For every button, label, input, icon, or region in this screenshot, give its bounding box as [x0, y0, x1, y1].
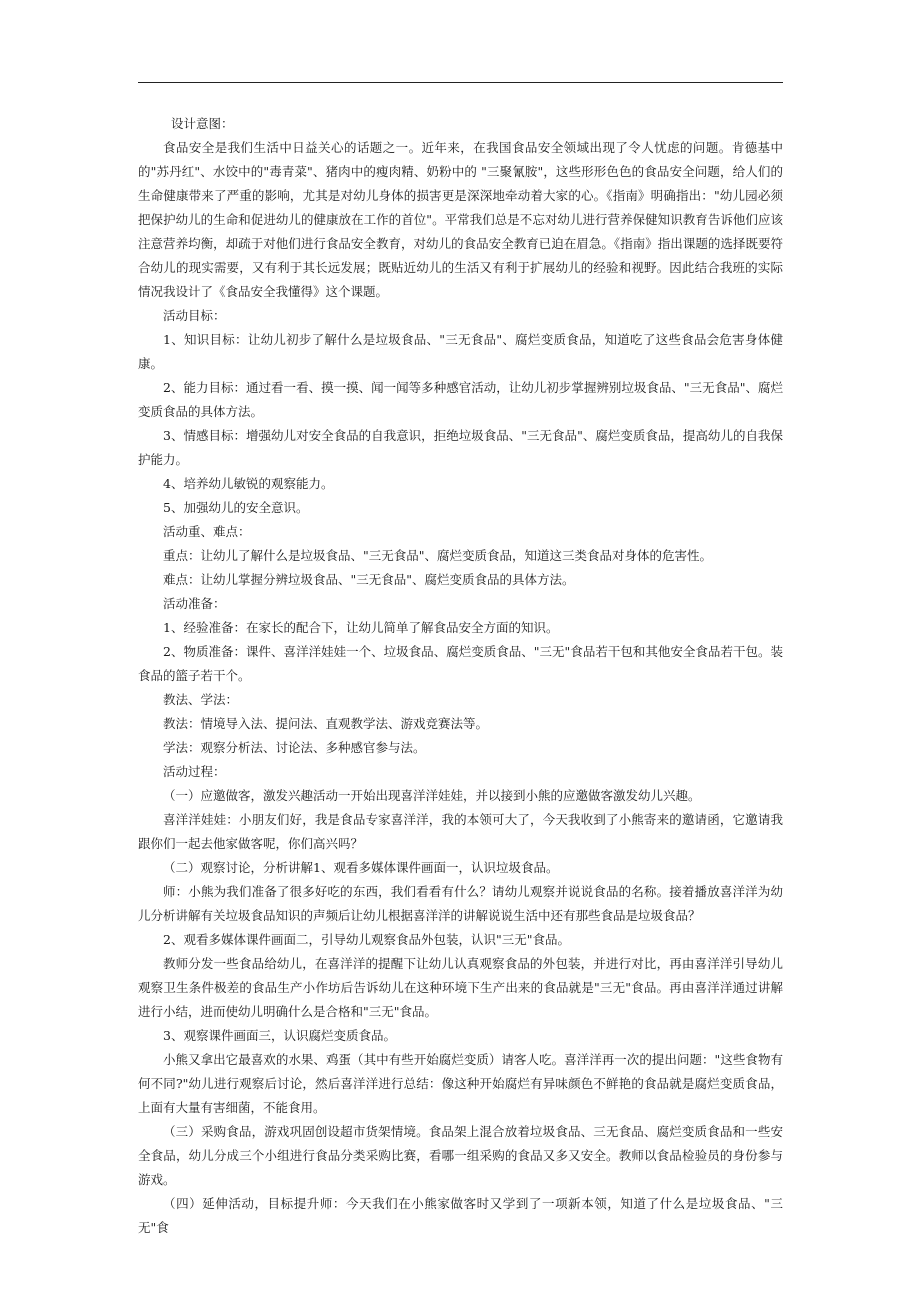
paragraph: 2、物质准备：课件、喜洋洋娃娃一个、垃圾食品、腐烂变质食品、"三无"食品若干包和其他安全食品若干包。装食品的篮子若干个。: [138, 644, 783, 683]
paragraph: 喜洋洋娃娃：小朋友们好，我是食品专家喜洋洋，我的本领可大了，今天我收到了小熊寄来的邀请函，它邀请我跟你们一起去他家做客呢，你们高兴吗？: [138, 812, 783, 851]
paragraph: （一）应邀做客，激发兴趣活动一开始出现喜洋洋娃娃，并以接到小熊的应邀做客激发幼儿兴趣。: [163, 788, 701, 803]
paragraph: （三）采购食品，游戏巩固创设超市货架情境。食品架上混合放着垃圾食品、三无食品、腐烂变质食品和一些安全食品，幼儿分成三个小组进行食品分类采购比赛，看哪一组采购的食品又多又安全。教师以食品检验员的身份参与游戏。: [138, 1124, 783, 1187]
paragraph: 教法：情境导入法、提问法、直观教学法、游戏竞赛法等。: [163, 716, 489, 731]
paragraph: 1、经验准备：在家长的配合下，让幼儿简单了解食品安全方面的知识。: [163, 620, 559, 635]
paragraph: 学法：观察分析法、讨论法、多种感官参与法。: [163, 740, 426, 755]
paragraph: （二）观察讨论，分析讲解1、观看多媒体课件画面一，认识垃圾食品。: [163, 860, 559, 875]
paragraph: 教师分发一些食品给幼儿，在喜洋洋的提醒下让幼儿认真观察食品的外包装，并进行对比，再由喜洋洋引导幼儿观察卫生条件极差的食品生产小作坊后告诉幼儿在这种环境下生产出来的食品就是"三无"食品。再由喜洋洋通过讲解进行小结，进而使幼儿明确什么是合格和"三无"食品。: [138, 956, 783, 1019]
paragraph: 重点：让幼儿了解什么是垃圾食品、"三无食品"、腐烂变质食品，知道这三类食品对身体的危害性。: [163, 548, 713, 563]
paragraph: 3、情感目标：增强幼儿对安全食品的自我意识，拒绝垃圾食品、"三无食品"、腐烂变质食品，提高幼儿的自我保护能力。: [138, 428, 783, 467]
paragraph: （四）延伸活动，目标提升师：今天我们在小熊家做客时又学到了一项新本领，知道了什么是垃圾食品、"三无"食: [138, 1196, 783, 1235]
paragraph: 2、能力目标：通过看一看、摸一摸、闻一闻等多种感官活动，让幼儿初步掌握辨别垃圾食品、"三无食品"、腐烂变质食品的具体方法。: [138, 380, 783, 419]
paragraph: 食品安全是我们生活中日益关心的话题之一。近年来，在我国食品安全领域出现了令人忧虑的问题。肯德基中的"苏丹红"、水饺中的"毒青菜"、猪肉中的瘦肉精、奶粉中的 "三聚氰胺"，这些形形色色的食品安全问题，给人们的生命健康带来了严重的影响，尤其是对幼儿身体的损害更是深深地牵动着大家的心。《指南》明确指出："幼儿园必须把保护幼儿的生命和促进幼儿的健康放在工作的首位"。平常我们总是不忘对幼儿进行营养保健知识教育告诉他们应该注意营养均衡，却疏于对他们进行食品安全教育，对幼儿的食品安全教育已迫在眉急。《指南》指出课题的选择既要符合幼儿的现实需要，又有利于其长远发展；既贴近幼儿的生活又有利于扩展幼儿的经验和视野。因此结合我班的实际情况我设计了《食品安全我懂得》这个课题。: [138, 140, 783, 299]
paragraph: 活动准备：: [163, 596, 226, 611]
paragraph: 小熊又拿出它最喜欢的水果、鸡蛋（其中有些开始腐烂变质）请客人吃。喜洋洋再一次的提出问题："这些食物有何不同?"幼儿进行观察后讨论，然后喜洋洋进行总结：像这种开始腐烂有异味颜色不鲜艳的食品就是腐烂变质食品，上面有大量有害细菌，不能食用。: [138, 1052, 783, 1115]
paragraph: 师：小熊为我们准备了很多好吃的东西，我们看看有什么？请幼儿观察并说说食品的名称。接着播放喜洋洋为幼儿分析讲解有关垃圾食品知识的声频后让幼儿根据喜洋洋的讲解说说生活中还有那些食品是垃圾食品？: [138, 884, 783, 923]
paragraph: 活动目标：: [163, 308, 226, 323]
paragraph: 3、观察课件画面三，认识腐烂变质食品。: [163, 1028, 396, 1043]
paragraph: 活动重、难点：: [163, 524, 251, 539]
paragraph: 1、知识目标：让幼儿初步了解什么是垃圾食品、"三无食品"、腐烂变质食品，知道吃了这些食品会危害身体健康。: [138, 332, 783, 371]
header-rule: [138, 82, 783, 83]
paragraph: 教法、学法：: [163, 692, 239, 707]
document-body: [138, 112, 783, 1240]
paragraph: 4、培养幼儿敏锐的观察能力。: [163, 476, 334, 491]
section-heading: 设计意图：: [171, 116, 234, 131]
paragraph: 活动过程：: [163, 764, 226, 779]
paragraph: 难点：让幼儿掌握分辨垃圾食品、"三无食品"、腐烂变质食品的具体方法。: [163, 572, 575, 587]
paragraph: 2、观看多媒体课件画面二，引导幼儿观察食品外包装，认识"三无"食品。: [163, 932, 570, 947]
paragraph: 5、加强幼儿的安全意识。: [163, 500, 309, 515]
